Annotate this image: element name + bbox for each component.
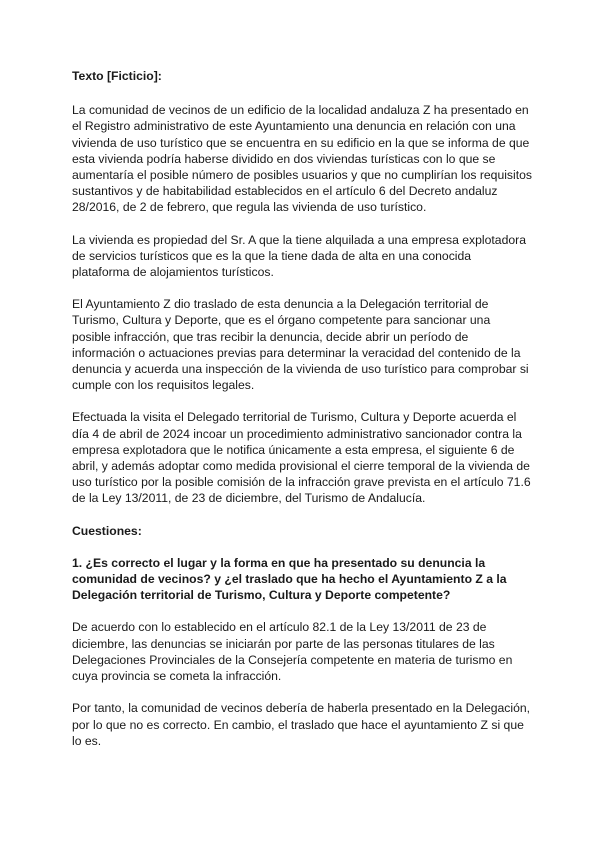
questions-heading: Cuestiones:	[72, 523, 142, 538]
paragraph-visita: Efectuada la visita el Delegado territorial de Turismo, Cultura y Deporte acuerda el día 4 de abril de 2024 incoar un procedimiento administrativo sancionador contra la empresa explotadora que le notifica únicamente a esta empresa, el siguiente 6 de abril, y además adoptar como medida provisional el cierre temporal de la vivienda de uso turístico por la posible comisión de la infracción grave prevista en el artículo 71.6 de la Ley 13/2011, de 23 de diciembre, del Turismo de Andalucía.	[72, 410, 531, 506]
document-page	[72, 68, 532, 765]
paragraph-propiedad: La vivienda es propiedad del Sr. A que la tiene alquilada a una empresa explotadora de servicios turísticos que es la que la tiene dada de alta en una conocida plataforma de alojamientos turísticos.	[72, 232, 526, 280]
answer-1-paragraph-1: De acuerdo con lo establecido en el artículo 82.1 de la Ley 13/2011 de 23 de diciembre, las denuncias se iniciarán por parte de las personas titulares de las Delegaciones Provinciales de la Consejería competente en materia de turismo en cuya provincia se cometa la infracción.	[72, 620, 513, 684]
question-1: 1. ¿Es correcto el lugar y la forma en que ha presentado su denuncia la comunidad de vecinos? y ¿el traslado que ha hecho el Ayuntamiento Z a la Delegación territorial de Turismo, Cultura y Deporte competente?	[72, 555, 507, 603]
answer-1-paragraph-2: Por tanto, la comunidad de vecinos debería de haberla presentado en la Delegación, por lo que no es correcto. En cambio, el traslado que hace el ayuntamiento Z si que lo es.	[72, 701, 531, 748]
document-title: Texto [Ficticio]:	[72, 69, 162, 83]
paragraph-traslado: El Ayuntamiento Z dio traslado de esta denuncia a la Delegación territorial de Turismo, Cultura y Deporte, que es el órgano competente para sancionar una posible infracción, que tras recibir la denuncia, decide abrir un período de información o actuaciones previas para determinar la veracidad del contenido de la denuncia y acuerda una inspección de la vivienda de uso turístico para comprobar si cumple con los requisitos legales.	[72, 297, 529, 393]
paragraph-denuncia: La comunidad de vecinos de un edificio de la localidad andaluza Z ha presentado en el Registro administrativo de este Ayuntamiento una denuncia en relación con una vivienda de uso turístico que se encuentra en su edificio en la que se informa de que esta vivienda podría haberse dividido en dos viviendas turísticas con lo que se aumentaría el posible número de posibles usuarios y que no cumplirían los requisitos sustantivos y de habitabilidad establecidos en el artículo 6 del Decreto andaluz 28/2016, de 2 de febrero, que regula las vivienda de uso turístico.	[72, 103, 532, 215]
